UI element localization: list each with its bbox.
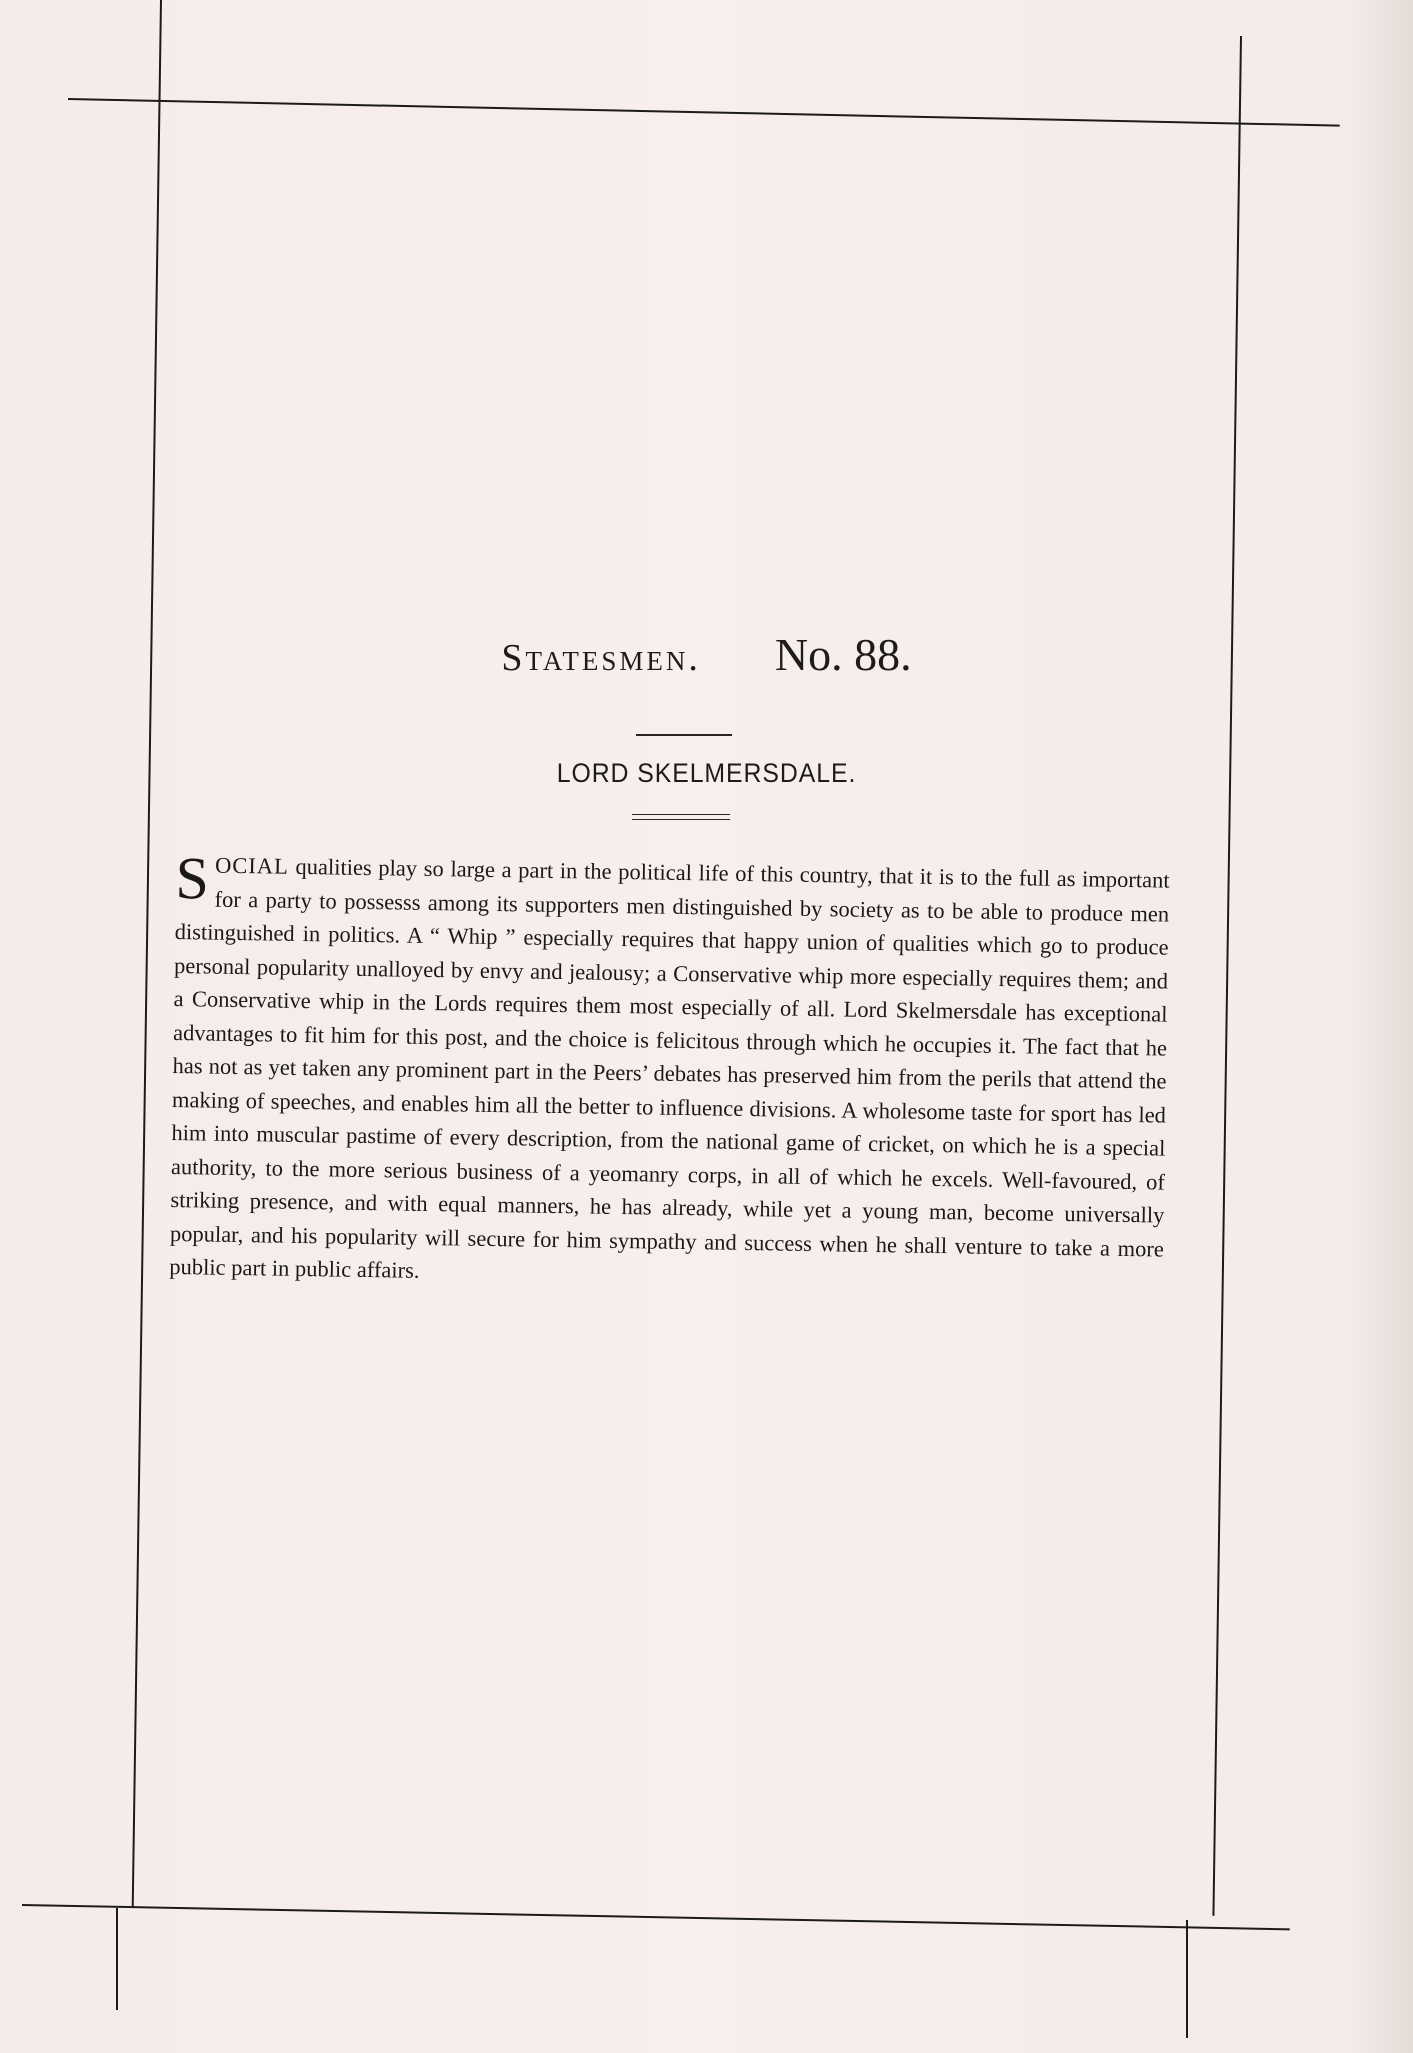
frame-top-rule [68,98,1340,127]
subtitle-divider-second [632,819,730,820]
lead-word: OCIAL [214,852,290,879]
article-text: qualities play so large a part in the political life of this country, that it is to the full as important for a party to possesss among its supporters men distinguished by society as to be able to produce men distinguished in politics. A “ Whip ” especially requires that happy union of qualities which go to produce personal popularity unalloyed by envy and jealousy; a Conservative whip more especially requires them; and a Conservative whip in the Lords requires them most especially of all. Lord Skelmersdale has exceptional advantages to fit him for this post, and the choice is felicitous through which he occupies it. The fact that he has not as yet taken any prominent part in the Peers’ debates has preserved him from the perils that attend the making of speeches, and enables him all the better to influence divisions. A wholesome taste for sport has led him into muscular pastime of every description, from the national game of cricket, on which he is a special authority, to the more serious business of a yeomanry corps, in all of which he excels. Well-favoured, of striking presence, and with equal manners, he has already, while yet a young man, become universally popular, and his popularity will secure for him sympathy and success when he shall venture to take a more public part in public affairs. [169,853,1170,1283]
article-subtitle: LORD SKELMERSDALE. [556,758,857,788]
frame-right-rule [1212,36,1242,1916]
series-title: Statesmen. [501,637,701,679]
number-label: No. 88. [774,629,912,680]
title-divider [636,734,732,736]
frame-left-rule [132,0,162,1908]
subtitle-divider [632,814,730,815]
frame-right-rule-lower [1186,1920,1188,2038]
frame-bottom-rule [22,1904,1290,1930]
drop-cap: S [175,845,210,912]
page-title [0,628,1413,681]
frame-left-rule-lower [116,1908,118,2010]
article-body [169,845,1170,1299]
page-edge-shadow [1353,0,1413,2053]
